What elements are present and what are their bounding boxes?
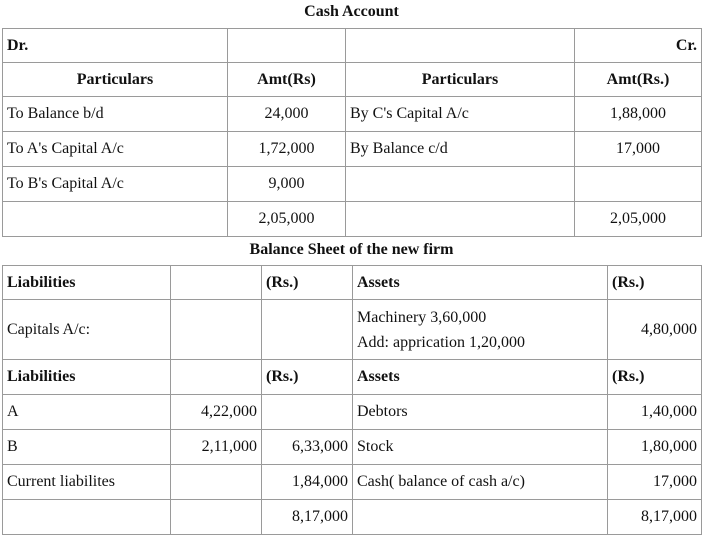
table-cell: [171, 465, 262, 500]
table-cell: 1,88,000: [575, 97, 702, 132]
column-header: Liabilities: [3, 266, 171, 300]
table-cell: B: [3, 430, 171, 465]
column-header: Amt(Rs.): [575, 63, 702, 97]
table-cell: 6,33,000: [262, 430, 353, 465]
table-cell: To Balance b/d: [3, 97, 228, 132]
table-cell: [262, 395, 353, 430]
table-cell: 24,000: [228, 97, 346, 132]
table-cell: 1,84,000: [262, 465, 353, 500]
table-cell: [346, 167, 575, 202]
table-cell: By Balance c/d: [346, 132, 575, 167]
column-header: Particulars: [346, 63, 575, 97]
table-row: [3, 97, 702, 132]
machinery-cell: [353, 300, 608, 360]
table-cell: To B's Capital A/c: [3, 167, 228, 202]
table-header-row: [3, 63, 702, 97]
balance-sheet-table: [2, 265, 702, 535]
table-cell: A: [3, 395, 171, 430]
table-cell: [3, 202, 228, 237]
column-header: (Rs.): [608, 266, 702, 300]
column-header: Assets: [353, 360, 608, 395]
cash-account-table: [2, 28, 702, 237]
dr-cr-row: [3, 29, 702, 63]
table-cell: Stock: [353, 430, 608, 465]
total-row: [3, 202, 702, 237]
cr-label: Cr.: [575, 29, 702, 63]
column-header: Amt(Rs): [228, 63, 346, 97]
column-header: Liabilities: [3, 360, 171, 395]
table-header-row: [3, 360, 702, 395]
total-cell: 8,17,000: [262, 500, 353, 535]
table-cell: Cash( balance of cash a/c): [353, 465, 608, 500]
machinery-total: 4,80,000: [608, 300, 702, 360]
table-cell: [171, 500, 262, 535]
machinery-line: Machinery 3,60,000: [357, 308, 487, 326]
appreciation-line: Add: apprication 1,20,000: [357, 333, 525, 351]
column-header: Assets: [353, 266, 608, 300]
table-row: [3, 132, 702, 167]
table-cell: [353, 500, 608, 535]
table-row: [3, 430, 702, 465]
table-cell: 1,40,000: [608, 395, 702, 430]
total-cell: 2,05,000: [228, 202, 346, 237]
cash-account-title: Cash Account: [304, 3, 399, 20]
table-cell: By C's Capital A/c: [346, 97, 575, 132]
table-cell: 9,000: [228, 167, 346, 202]
table-cell: 17,000: [608, 465, 702, 500]
table-row: [3, 465, 702, 500]
table-row: [3, 167, 702, 202]
total-cell: 2,05,000: [575, 202, 702, 237]
column-header: (Rs.): [608, 360, 702, 395]
table-cell: Current liabilites: [3, 465, 171, 500]
table-cell: [3, 500, 171, 535]
table-cell: [575, 167, 702, 202]
capitals-row: [3, 300, 702, 360]
table-cell: 17,000: [575, 132, 702, 167]
column-header: Particulars: [3, 63, 228, 97]
table-cell: 4,22,000: [171, 395, 262, 430]
table-cell: 1,72,000: [228, 132, 346, 167]
table-cell: 1,80,000: [608, 430, 702, 465]
balance-sheet-title: Balance Sheet of the new firm: [249, 241, 454, 258]
table-cell: Debtors: [353, 395, 608, 430]
capitals-label: Capitals A/c:: [3, 300, 171, 360]
column-header: (Rs.): [262, 360, 353, 395]
total-row: [3, 500, 702, 535]
table-cell: To A's Capital A/c: [3, 132, 228, 167]
table-row: [3, 395, 702, 430]
column-header: (Rs.): [262, 266, 353, 300]
dr-label: Dr.: [3, 29, 228, 63]
table-cell: [346, 202, 575, 237]
table-header-row: [3, 266, 702, 300]
table-cell: 2,11,000: [171, 430, 262, 465]
total-cell: 8,17,000: [608, 500, 702, 535]
